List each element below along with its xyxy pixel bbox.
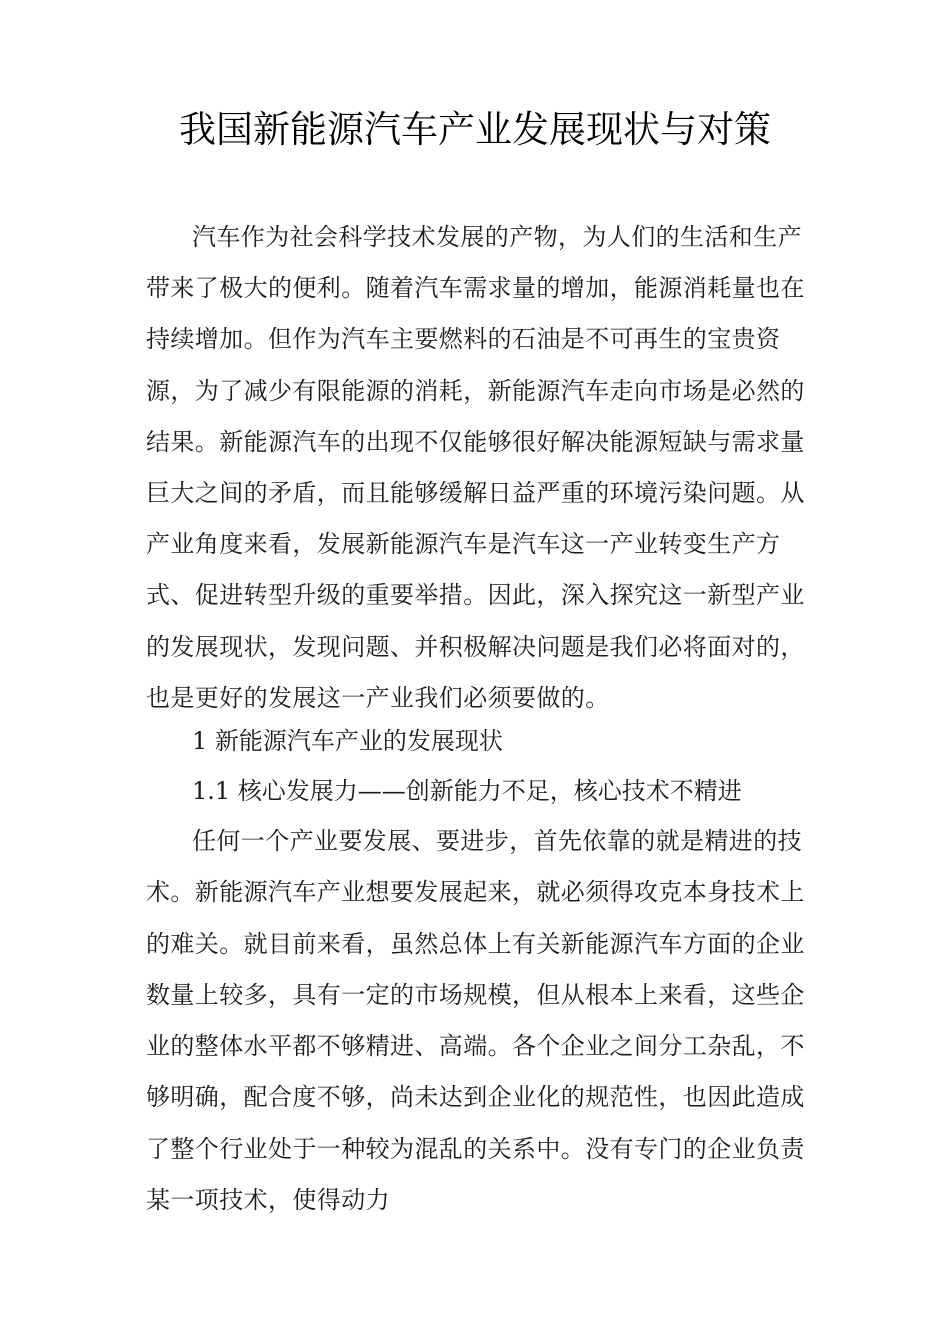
- section-1-heading: 1 新能源汽车产业的发展现状: [192, 727, 503, 755]
- section-1-1-paragraph: 任何一个产业要发展、要进步，首先依靠的就是精进的技术。新能源汽车产业想要发展起来，就必须得攻克本身技术上的难关。就目前来看，虽然总体上有关新能源汽车方面的企业数量上较多，具有一定的市场规模，但从根本上来看，这些企业的整体水平都不够精进、高端。各个企业之间分工杂乱，不够明确，配合度不够，尚未达到企业化的规范性，也因此造成了整个行业处于一种较为混乱的关系中。没有专门的企业负责某一项技术，使得动力: [146, 827, 805, 1215]
- section-1-1-heading: 1.1 核心发展力——创新能力不足，核心技术不精进: [192, 777, 742, 805]
- intro-paragraph: 汽车作为社会科学技术发展的产物，为人们的生活和生产带来了极大的便利。随着汽车需求量的增加，能源消耗量也在持续增加。但作为汽车主要燃料的石油是不可再生的宝贵资源，为了减少有限能源的消耗，新能源汽车走向市场是必然的结果。新能源汽车的出现不仅能够很好解决能源短缺与需求量巨大之间的矛盾，而且能够缓解日益严重的环境污染问题。从产业角度来看，发展新能源汽车是汽车这一产业转变生产方式、促进转型升级的重要举措。因此，深入探究这一新型产业的发展现状，发现问题、并积极解决问题是我们必将面对的，也是更好的发展这一产业我们必须要做的。: [146, 223, 805, 712]
- document-title: 我国新能源汽车产业发展现状与对策: [179, 108, 771, 151]
